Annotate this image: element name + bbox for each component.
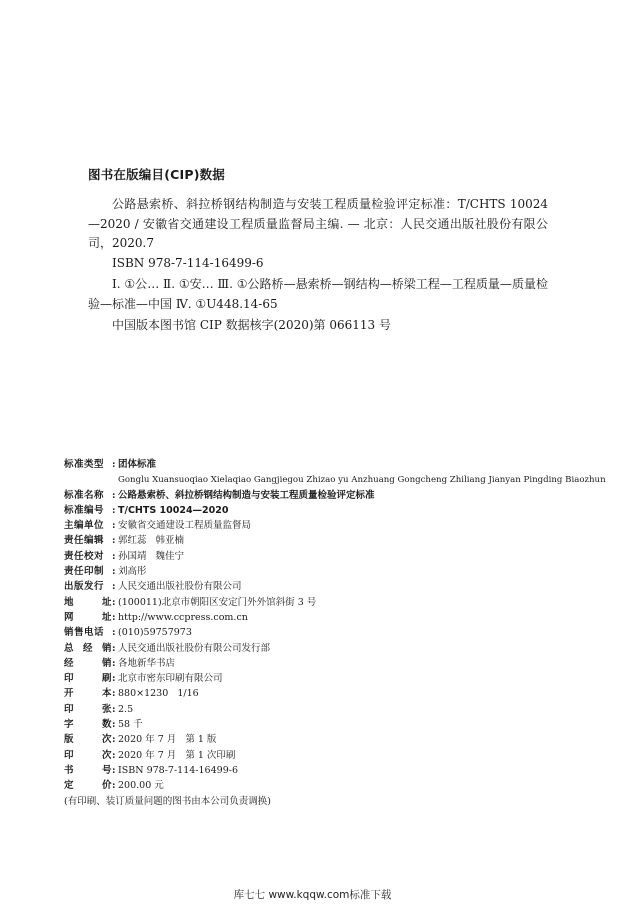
- info-value: 各地新华书店: [118, 657, 176, 669]
- info-value: 刘高彤: [118, 566, 147, 578]
- info-value: ISBN 978-7-114-16499-6: [118, 764, 238, 776]
- info-label: 标准编号: [64, 504, 105, 516]
- info-label: 印刷: [64, 673, 112, 685]
- info-value: 安徽省交通建设工程质量监督局: [118, 520, 252, 532]
- watermark-footer: 库七七 www.kqqw.com标准下载: [233, 889, 392, 901]
- quality-note: (有印刷、装订质量问题的图书由本公司负责调换): [64, 795, 271, 807]
- info-label: 责任印制: [64, 566, 105, 578]
- info-row-address: 地址: (100011)北京市朝阳区安定门外外馆斜街 3 号: [64, 595, 584, 610]
- info-row-editor: 责任编辑 : 郭红蕊 韩亚楠: [64, 533, 584, 548]
- info-row-type: 标准类型 : 团体标准: [64, 457, 584, 472]
- info-label: 经销: [64, 657, 112, 669]
- info-label: 总经销: [64, 642, 112, 654]
- info-row-print-resp: 责任印制 : 刘高彤: [64, 564, 584, 579]
- info-value: 北京市密东印刷有限公司: [118, 673, 223, 685]
- info-row-web: 网址: http://www.ccpress.com.cn: [64, 610, 584, 625]
- info-row-printer: 印刷: 北京市密东印刷有限公司: [64, 671, 584, 686]
- info-row-publisher: 出版发行 : 人民交通出版社股份有限公司: [64, 579, 584, 594]
- info-label: 版次: [64, 734, 112, 746]
- info-value: 58 千: [118, 719, 143, 731]
- info-value: 2020 年 7 月 第 1 版: [118, 734, 217, 746]
- info-row-format: 开本: 880×1230 1/16: [64, 686, 584, 701]
- info-row-booknum: 书号: ISBN 978-7-114-16499-6: [64, 763, 584, 778]
- info-row-proof: 责任校对 : 孙国靖 魏佳宁: [64, 549, 584, 564]
- info-label: 标准名称: [64, 489, 105, 501]
- pinyin-title: Gonglu Xuansuoqiao Xielaqiao Gangjiegou Zhizao yu Anzhuang Gongcheng Zhiliang Jianyan Pingding Biaozhun: [118, 475, 606, 486]
- info-row-edition: 版次: 2020 年 7 月 第 1 版: [64, 732, 584, 747]
- info-row-words: 字数: 58 千: [64, 717, 584, 732]
- info-row-seller: 经销: 各地新华书店: [64, 656, 584, 671]
- info-row-sheets: 印张: 2.5: [64, 702, 584, 717]
- info-row-org: 主编单位 : 安徽省交通建设工程质量监督局: [64, 518, 584, 533]
- info-label: 定价: [64, 780, 112, 792]
- info-value: 人民交通出版社股份有限公司发行部: [118, 642, 271, 654]
- info-value: T/CHTS 10024—2020: [118, 504, 229, 516]
- info-value: 2.5: [118, 703, 134, 715]
- info-value: 孙国靖 魏佳宁: [118, 550, 185, 562]
- info-label: 印次: [64, 749, 112, 761]
- cip-record: 公路悬索桥、斜拉桥钢结构制造与安装工程质量检验评定标准：T/CHTS 10024—2020 / 安徽省交通建设工程质量监督局主编. — 北京：人民交通出版社股份有限公司，2020.7: [88, 197, 548, 250]
- info-row-number: 标准编号 : T/CHTS 10024—2020: [64, 503, 584, 518]
- info-value: (100011)北京市朝阳区安定门外外馆斜街 3 号: [118, 596, 317, 608]
- info-row-distributor: 总经销: 人民交通出版社股份有限公司发行部: [64, 641, 584, 656]
- info-value: 公路悬索桥、斜拉桥钢结构制造与安装工程质量检验评定标准: [118, 489, 375, 501]
- info-value: 团体标准: [118, 459, 157, 470]
- info-label: 出版发行: [64, 581, 105, 593]
- info-row-impression: 印次: 2020 年 7 月 第 1 次印刷: [64, 748, 584, 763]
- info-label: 书号: [64, 764, 112, 776]
- cip-block: [88, 165, 548, 336]
- info-label: 责任编辑: [64, 535, 105, 547]
- info-label: 销售电话: [64, 627, 105, 639]
- info-row-name: 标准名称 : 公路悬索桥、斜拉桥钢结构制造与安装工程质量检验评定标准: [64, 488, 584, 503]
- info-label: 标准类型: [64, 459, 105, 470]
- info-value: 人民交通出版社股份有限公司: [118, 581, 242, 593]
- info-row-pinyin: [64, 472, 606, 487]
- info-value: 2020 年 7 月 第 1 次印刷: [118, 749, 236, 761]
- info-label: 网址: [64, 611, 112, 623]
- info-label: 责任校对: [64, 550, 105, 562]
- cip-isbn: ISBN 978-7-114-16499-6: [112, 255, 264, 270]
- info-label: 主编单位: [64, 520, 105, 532]
- info-value: 郭红蕊 韩亚楠: [118, 535, 185, 547]
- info-value: 200.00 元: [118, 780, 164, 792]
- info-row-phone: 销售电话 : (010)59757973: [64, 625, 584, 640]
- info-label: 字数: [64, 719, 112, 731]
- cip-record-number: 中国版本图书馆 CIP 数据核字(2020)第 066113 号: [112, 318, 391, 332]
- info-label: 印张: [64, 703, 112, 715]
- info-value: (010)59757973: [118, 627, 192, 639]
- cip-classification: Ⅰ. ①公… Ⅱ. ①安… Ⅲ. ①公路桥—悬索桥—钢结构—桥梁工程—工程质量—质量检验—标准—中国 Ⅳ. ①U448.14-65: [88, 277, 548, 311]
- info-label: 开本: [64, 688, 112, 700]
- publication-info: [64, 457, 606, 809]
- info-row-price: 定价: 200.00 元: [64, 778, 584, 793]
- info-label: 地址: [64, 596, 112, 608]
- info-value: 880×1230 1/16: [118, 688, 199, 700]
- cip-title: 图书在版编目(CIP)数据: [88, 167, 226, 182]
- website-link[interactable]: http://www.ccpress.com.cn: [118, 611, 248, 623]
